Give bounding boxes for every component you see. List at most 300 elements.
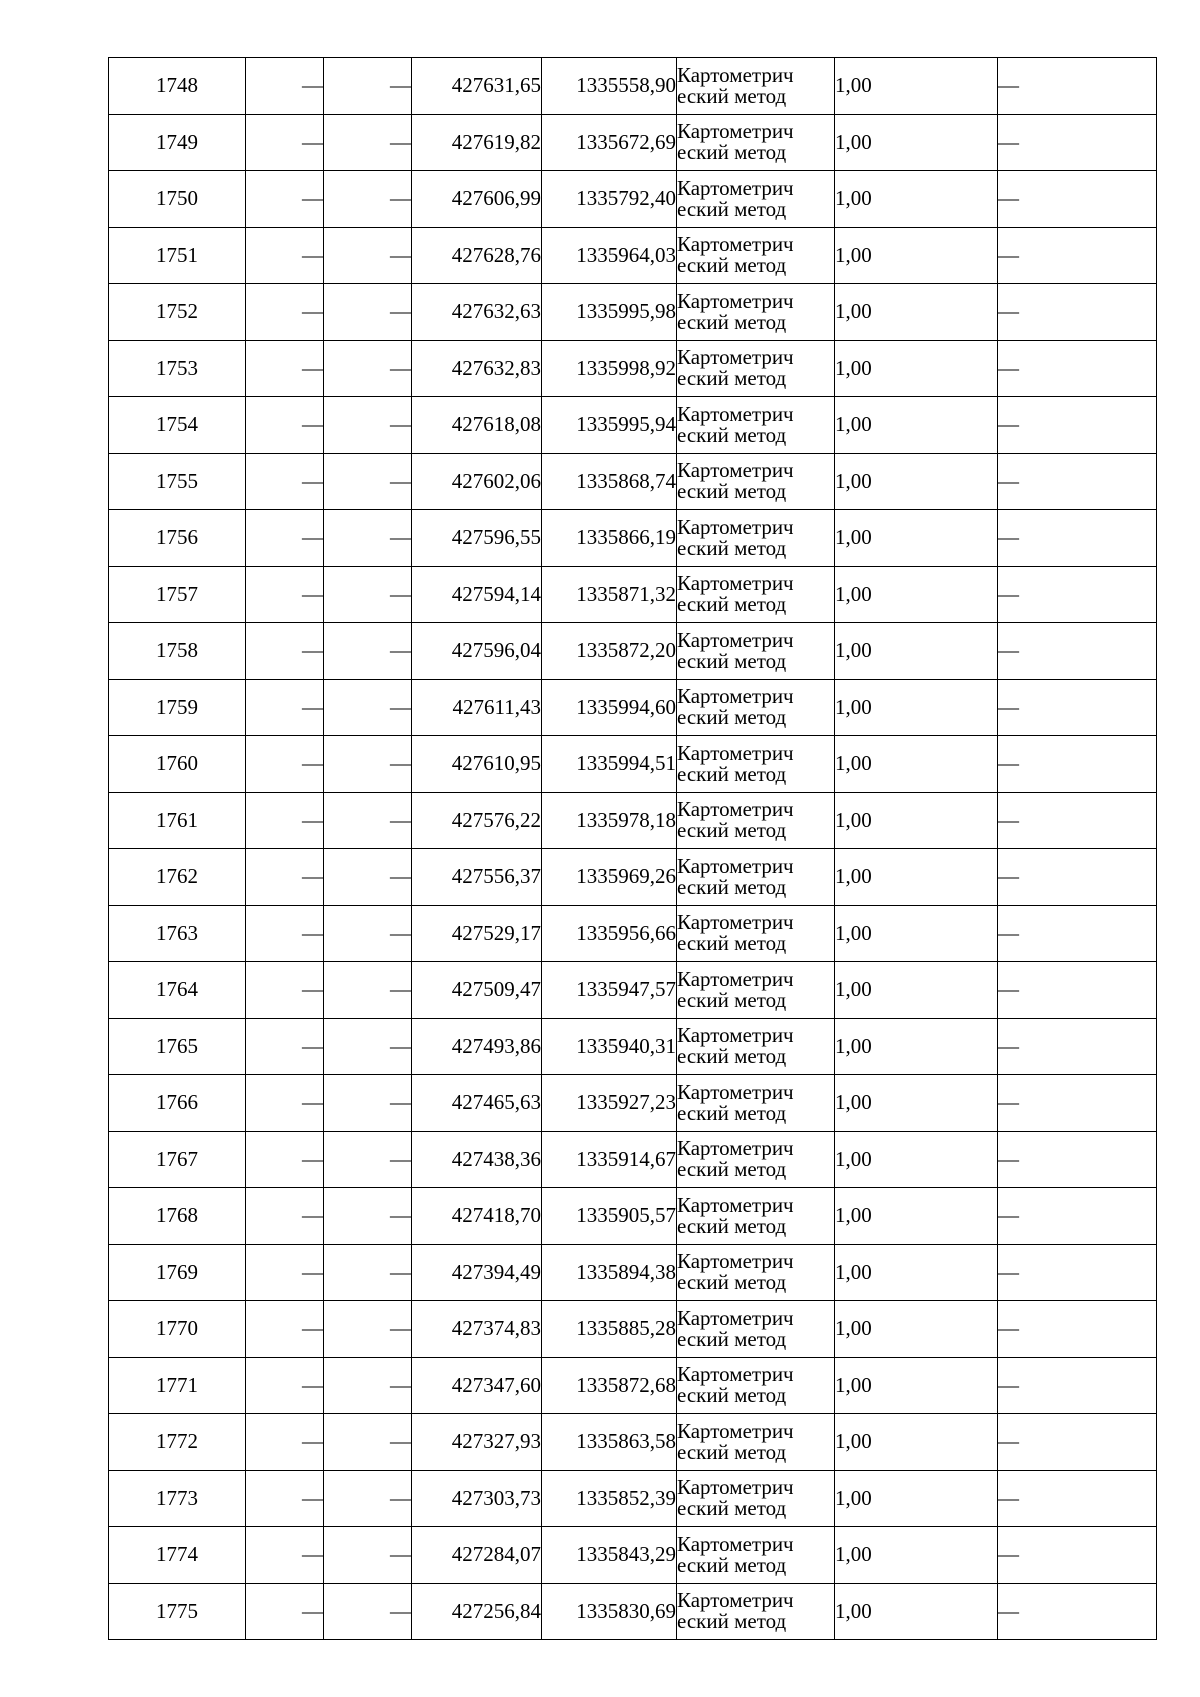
method-line-1: Картометрич	[677, 1249, 794, 1274]
y-coordinate-cell: 1335940,31	[542, 1018, 677, 1075]
method-line-2: еский метод	[677, 648, 787, 673]
method-line-2: еский метод	[677, 1270, 787, 1295]
description-cell: —	[998, 227, 1157, 284]
x-coordinate-cell: 427556,37	[412, 849, 542, 906]
table-row	[109, 1527, 1157, 1584]
table-row	[109, 962, 1157, 1019]
empty-value-cell: —	[324, 566, 412, 623]
description-cell: —	[998, 1188, 1157, 1245]
accuracy-cell: 1,00	[835, 58, 998, 115]
method-line-2: еский метод	[677, 592, 787, 617]
table-row	[109, 1188, 1157, 1245]
x-coordinate-cell: 427611,43	[412, 679, 542, 736]
description-cell: —	[998, 905, 1157, 962]
table-row	[109, 1244, 1157, 1301]
empty-value-cell: —	[246, 1075, 324, 1132]
method-cell	[677, 1470, 835, 1527]
point-number-cell: 1760	[109, 736, 246, 793]
point-number-cell: 1759	[109, 679, 246, 736]
description-cell: —	[998, 566, 1157, 623]
x-coordinate-cell: 427576,22	[412, 792, 542, 849]
empty-value-cell: —	[324, 1414, 412, 1471]
method-cell	[677, 227, 835, 284]
table-row	[109, 171, 1157, 228]
accuracy-cell: 1,00	[835, 453, 998, 510]
empty-value-cell: —	[246, 962, 324, 1019]
method-line-2: еский метод	[677, 1609, 787, 1634]
method-cell	[677, 1075, 835, 1132]
method-line-1: Картометрич	[677, 1305, 794, 1330]
point-number-cell: 1766	[109, 1075, 246, 1132]
method-line-1: Картометрич	[677, 684, 794, 709]
y-coordinate-cell: 1335894,38	[542, 1244, 677, 1301]
method-line-2: еский метод	[677, 1213, 787, 1238]
x-coordinate-cell: 427602,06	[412, 453, 542, 510]
table-row	[109, 736, 1157, 793]
table-row	[109, 510, 1157, 567]
table-row	[109, 227, 1157, 284]
table-row	[109, 453, 1157, 510]
method-cell	[677, 284, 835, 341]
accuracy-cell: 1,00	[835, 679, 998, 736]
method-line-1: Картометрич	[677, 345, 794, 370]
accuracy-cell: 1,00	[835, 1527, 998, 1584]
empty-value-cell: —	[324, 114, 412, 171]
accuracy-cell: 1,00	[835, 905, 998, 962]
method-line-1: Картометрич	[677, 797, 794, 822]
accuracy-cell: 1,00	[835, 114, 998, 171]
empty-value-cell: —	[246, 1131, 324, 1188]
y-coordinate-cell: 1335995,98	[542, 284, 677, 341]
method-line-1: Картометрич	[677, 910, 794, 935]
empty-value-cell: —	[324, 1131, 412, 1188]
accuracy-cell: 1,00	[835, 792, 998, 849]
method-line-1: Картометрич	[677, 571, 794, 596]
point-number-cell: 1773	[109, 1470, 246, 1527]
empty-value-cell: —	[324, 1583, 412, 1640]
empty-value-cell: —	[246, 1357, 324, 1414]
y-coordinate-cell: 1335852,39	[542, 1470, 677, 1527]
empty-value-cell: —	[324, 623, 412, 680]
table-body	[109, 58, 1157, 1640]
table-row	[109, 284, 1157, 341]
accuracy-cell: 1,00	[835, 736, 998, 793]
description-cell: —	[998, 1583, 1157, 1640]
empty-value-cell: —	[324, 1527, 412, 1584]
method-line-2: еский метод	[677, 1552, 787, 1577]
y-coordinate-cell: 1335978,18	[542, 792, 677, 849]
table-row	[109, 340, 1157, 397]
x-coordinate-cell: 427606,99	[412, 171, 542, 228]
description-cell: —	[998, 114, 1157, 171]
empty-value-cell: —	[324, 736, 412, 793]
table-row	[109, 1018, 1157, 1075]
y-coordinate-cell: 1335830,69	[542, 1583, 677, 1640]
y-coordinate-cell: 1335995,94	[542, 397, 677, 454]
point-number-cell: 1775	[109, 1583, 246, 1640]
method-line-2: еский метод	[677, 479, 787, 504]
accuracy-cell: 1,00	[835, 1357, 998, 1414]
y-coordinate-cell: 1335994,60	[542, 679, 677, 736]
method-line-2: еский метод	[677, 422, 787, 447]
empty-value-cell: —	[246, 1470, 324, 1527]
method-cell	[677, 510, 835, 567]
empty-value-cell: —	[324, 962, 412, 1019]
x-coordinate-cell: 427596,04	[412, 623, 542, 680]
table-row	[109, 679, 1157, 736]
point-number-cell: 1772	[109, 1414, 246, 1471]
point-number-cell: 1764	[109, 962, 246, 1019]
empty-value-cell: —	[246, 397, 324, 454]
description-cell: —	[998, 1244, 1157, 1301]
point-number-cell: 1763	[109, 905, 246, 962]
empty-value-cell: —	[324, 1244, 412, 1301]
table-row	[109, 1583, 1157, 1640]
point-number-cell: 1767	[109, 1131, 246, 1188]
table-row	[109, 1131, 1157, 1188]
description-cell: —	[998, 284, 1157, 341]
empty-value-cell: —	[246, 340, 324, 397]
empty-value-cell: —	[246, 736, 324, 793]
empty-value-cell: —	[324, 227, 412, 284]
accuracy-cell: 1,00	[835, 1131, 998, 1188]
description-cell: —	[998, 1470, 1157, 1527]
x-coordinate-cell: 427374,83	[412, 1301, 542, 1358]
empty-value-cell: —	[246, 1244, 324, 1301]
method-cell	[677, 114, 835, 171]
y-coordinate-cell: 1335872,68	[542, 1357, 677, 1414]
table-row	[109, 849, 1157, 906]
method-line-2: еский метод	[677, 1044, 787, 1069]
method-line-1: Картометрич	[677, 1362, 794, 1387]
method-cell	[677, 1018, 835, 1075]
empty-value-cell: —	[246, 1188, 324, 1245]
empty-value-cell: —	[324, 171, 412, 228]
method-cell	[677, 1414, 835, 1471]
x-coordinate-cell: 427347,60	[412, 1357, 542, 1414]
method-cell	[677, 792, 835, 849]
accuracy-cell: 1,00	[835, 1414, 998, 1471]
method-line-2: еский метод	[677, 1100, 787, 1125]
empty-value-cell: —	[324, 905, 412, 962]
accuracy-cell: 1,00	[835, 566, 998, 623]
description-cell: —	[998, 1018, 1157, 1075]
point-number-cell: 1748	[109, 58, 246, 115]
point-number-cell: 1757	[109, 566, 246, 623]
accuracy-cell: 1,00	[835, 1301, 998, 1358]
x-coordinate-cell: 427596,55	[412, 510, 542, 567]
method-cell	[677, 905, 835, 962]
method-line-2: еский метод	[677, 1326, 787, 1351]
description-cell: —	[998, 58, 1157, 115]
table-row	[109, 566, 1157, 623]
y-coordinate-cell: 1335866,19	[542, 510, 677, 567]
empty-value-cell: —	[246, 849, 324, 906]
table-row	[109, 1301, 1157, 1358]
empty-value-cell: —	[246, 510, 324, 567]
description-cell: —	[998, 510, 1157, 567]
method-cell	[677, 1527, 835, 1584]
empty-value-cell: —	[324, 792, 412, 849]
accuracy-cell: 1,00	[835, 962, 998, 1019]
y-coordinate-cell: 1335947,57	[542, 962, 677, 1019]
empty-value-cell: —	[246, 792, 324, 849]
point-number-cell: 1756	[109, 510, 246, 567]
accuracy-cell: 1,00	[835, 1470, 998, 1527]
method-line-1: Картометрич	[677, 966, 794, 991]
method-line-1: Картометрич	[677, 1531, 794, 1556]
empty-value-cell: —	[246, 1414, 324, 1471]
method-line-1: Картометрич	[677, 1418, 794, 1443]
accuracy-cell: 1,00	[835, 1244, 998, 1301]
empty-value-cell: —	[324, 679, 412, 736]
description-cell: —	[998, 736, 1157, 793]
y-coordinate-cell: 1335998,92	[542, 340, 677, 397]
x-coordinate-cell: 427493,86	[412, 1018, 542, 1075]
description-cell: —	[998, 1357, 1157, 1414]
y-coordinate-cell: 1335994,51	[542, 736, 677, 793]
description-cell: —	[998, 171, 1157, 228]
method-line-2: еский метод	[677, 705, 787, 730]
table-row	[109, 1414, 1157, 1471]
method-cell	[677, 1131, 835, 1188]
empty-value-cell: —	[324, 510, 412, 567]
method-line-1: Картометрич	[677, 740, 794, 765]
method-line-1: Картометрич	[677, 1192, 794, 1217]
method-cell	[677, 679, 835, 736]
method-line-2: еский метод	[677, 818, 787, 843]
method-line-2: еский метод	[677, 1496, 787, 1521]
method-line-1: Картометрич	[677, 1588, 794, 1613]
method-cell	[677, 1301, 835, 1358]
y-coordinate-cell: 1335914,67	[542, 1131, 677, 1188]
description-cell: —	[998, 623, 1157, 680]
empty-value-cell: —	[246, 1527, 324, 1584]
method-line-1: Картометрич	[677, 119, 794, 144]
y-coordinate-cell: 1335969,26	[542, 849, 677, 906]
empty-value-cell: —	[324, 849, 412, 906]
method-cell	[677, 566, 835, 623]
method-line-1: Картометрич	[677, 1475, 794, 1500]
method-cell	[677, 58, 835, 115]
empty-value-cell: —	[324, 397, 412, 454]
y-coordinate-cell: 1335927,23	[542, 1075, 677, 1132]
method-line-2: еский метод	[677, 1439, 787, 1464]
method-line-2: еский метод	[677, 1157, 787, 1182]
description-cell: —	[998, 792, 1157, 849]
point-number-cell: 1768	[109, 1188, 246, 1245]
method-line-2: еский метод	[677, 140, 787, 165]
method-cell	[677, 397, 835, 454]
point-number-cell: 1752	[109, 284, 246, 341]
empty-value-cell: —	[246, 1583, 324, 1640]
empty-value-cell: —	[324, 284, 412, 341]
x-coordinate-cell: 427327,93	[412, 1414, 542, 1471]
empty-value-cell: —	[324, 340, 412, 397]
method-cell	[677, 171, 835, 228]
table-row	[109, 792, 1157, 849]
point-number-cell: 1754	[109, 397, 246, 454]
empty-value-cell: —	[246, 453, 324, 510]
method-cell	[677, 962, 835, 1019]
accuracy-cell: 1,00	[835, 849, 998, 906]
empty-value-cell: —	[246, 623, 324, 680]
description-cell: —	[998, 1414, 1157, 1471]
description-cell: —	[998, 340, 1157, 397]
accuracy-cell: 1,00	[835, 284, 998, 341]
empty-value-cell: —	[324, 1357, 412, 1414]
accuracy-cell: 1,00	[835, 227, 998, 284]
method-line-1: Картометрич	[677, 62, 794, 87]
method-line-1: Картометрич	[677, 514, 794, 539]
method-line-2: еский метод	[677, 309, 787, 334]
empty-value-cell: —	[246, 1018, 324, 1075]
method-cell	[677, 1244, 835, 1301]
empty-value-cell: —	[324, 1018, 412, 1075]
coordinates-table	[108, 57, 1157, 1640]
empty-value-cell: —	[246, 227, 324, 284]
empty-value-cell: —	[324, 1075, 412, 1132]
description-cell: —	[998, 1131, 1157, 1188]
accuracy-cell: 1,00	[835, 340, 998, 397]
accuracy-cell: 1,00	[835, 1188, 998, 1245]
x-coordinate-cell: 427303,73	[412, 1470, 542, 1527]
method-line-2: еский метод	[677, 366, 787, 391]
empty-value-cell: —	[246, 679, 324, 736]
empty-value-cell: —	[246, 905, 324, 962]
accuracy-cell: 1,00	[835, 623, 998, 680]
description-cell: —	[998, 962, 1157, 1019]
method-line-1: Картометрич	[677, 627, 794, 652]
method-cell	[677, 1583, 835, 1640]
point-number-cell: 1753	[109, 340, 246, 397]
method-line-2: еский метод	[677, 987, 787, 1012]
description-cell: —	[998, 849, 1157, 906]
y-coordinate-cell: 1335672,69	[542, 114, 677, 171]
table-row	[109, 1075, 1157, 1132]
empty-value-cell: —	[324, 1188, 412, 1245]
method-line-2: еский метод	[677, 196, 787, 221]
point-number-cell: 1769	[109, 1244, 246, 1301]
x-coordinate-cell: 427631,65	[412, 58, 542, 115]
method-line-1: Картометрич	[677, 401, 794, 426]
point-number-cell: 1749	[109, 114, 246, 171]
accuracy-cell: 1,00	[835, 397, 998, 454]
x-coordinate-cell: 427610,95	[412, 736, 542, 793]
point-number-cell: 1771	[109, 1357, 246, 1414]
x-coordinate-cell: 427632,83	[412, 340, 542, 397]
empty-value-cell: —	[324, 1301, 412, 1358]
x-coordinate-cell: 427256,84	[412, 1583, 542, 1640]
y-coordinate-cell: 1335905,57	[542, 1188, 677, 1245]
accuracy-cell: 1,00	[835, 510, 998, 567]
method-cell	[677, 623, 835, 680]
x-coordinate-cell: 427594,14	[412, 566, 542, 623]
method-line-2: еский метод	[677, 535, 787, 560]
point-number-cell: 1751	[109, 227, 246, 284]
description-cell: —	[998, 679, 1157, 736]
method-line-2: еский метод	[677, 761, 787, 786]
point-number-cell: 1762	[109, 849, 246, 906]
y-coordinate-cell: 1335956,66	[542, 905, 677, 962]
method-cell	[677, 340, 835, 397]
description-cell: —	[998, 453, 1157, 510]
empty-value-cell: —	[324, 453, 412, 510]
method-cell	[677, 1188, 835, 1245]
description-cell: —	[998, 1301, 1157, 1358]
description-cell: —	[998, 1527, 1157, 1584]
y-coordinate-cell: 1335868,74	[542, 453, 677, 510]
table-row	[109, 623, 1157, 680]
x-coordinate-cell: 427628,76	[412, 227, 542, 284]
x-coordinate-cell: 427619,82	[412, 114, 542, 171]
y-coordinate-cell: 1335871,32	[542, 566, 677, 623]
method-cell	[677, 453, 835, 510]
empty-value-cell: —	[246, 114, 324, 171]
method-line-2: еский метод	[677, 931, 787, 956]
empty-value-cell: —	[246, 171, 324, 228]
y-coordinate-cell: 1335863,58	[542, 1414, 677, 1471]
description-cell: —	[998, 397, 1157, 454]
y-coordinate-cell: 1335843,29	[542, 1527, 677, 1584]
x-coordinate-cell: 427284,07	[412, 1527, 542, 1584]
method-line-1: Картометрич	[677, 458, 794, 483]
accuracy-cell: 1,00	[835, 1583, 998, 1640]
method-line-1: Картометрич	[677, 1079, 794, 1104]
x-coordinate-cell: 427394,49	[412, 1244, 542, 1301]
empty-value-cell: —	[324, 1470, 412, 1527]
method-line-2: еский метод	[677, 874, 787, 899]
table-row	[109, 1357, 1157, 1414]
x-coordinate-cell: 427438,36	[412, 1131, 542, 1188]
accuracy-cell: 1,00	[835, 1075, 998, 1132]
table-row	[109, 397, 1157, 454]
empty-value-cell: —	[324, 58, 412, 115]
method-line-2: еский метод	[677, 253, 787, 278]
point-number-cell: 1770	[109, 1301, 246, 1358]
accuracy-cell: 1,00	[835, 171, 998, 228]
empty-value-cell: —	[246, 284, 324, 341]
method-line-1: Картометрич	[677, 175, 794, 200]
method-line-1: Картометрич	[677, 1023, 794, 1048]
table-row	[109, 114, 1157, 171]
y-coordinate-cell: 1335885,28	[542, 1301, 677, 1358]
description-cell: —	[998, 1075, 1157, 1132]
method-line-1: Картометрич	[677, 1136, 794, 1161]
point-number-cell: 1761	[109, 792, 246, 849]
point-number-cell: 1765	[109, 1018, 246, 1075]
point-number-cell: 1755	[109, 453, 246, 510]
x-coordinate-cell: 427618,08	[412, 397, 542, 454]
method-line-2: еский метод	[677, 1383, 787, 1408]
point-number-cell: 1758	[109, 623, 246, 680]
table-row	[109, 905, 1157, 962]
empty-value-cell: —	[246, 58, 324, 115]
table-row	[109, 1470, 1157, 1527]
point-number-cell: 1750	[109, 171, 246, 228]
accuracy-cell: 1,00	[835, 1018, 998, 1075]
method-line-1: Картометрич	[677, 232, 794, 257]
empty-value-cell: —	[246, 566, 324, 623]
method-line-2: еский метод	[677, 83, 787, 108]
method-cell	[677, 849, 835, 906]
x-coordinate-cell: 427418,70	[412, 1188, 542, 1245]
y-coordinate-cell: 1335792,40	[542, 171, 677, 228]
y-coordinate-cell: 1335558,90	[542, 58, 677, 115]
y-coordinate-cell: 1335872,20	[542, 623, 677, 680]
method-cell	[677, 1357, 835, 1414]
x-coordinate-cell: 427529,17	[412, 905, 542, 962]
